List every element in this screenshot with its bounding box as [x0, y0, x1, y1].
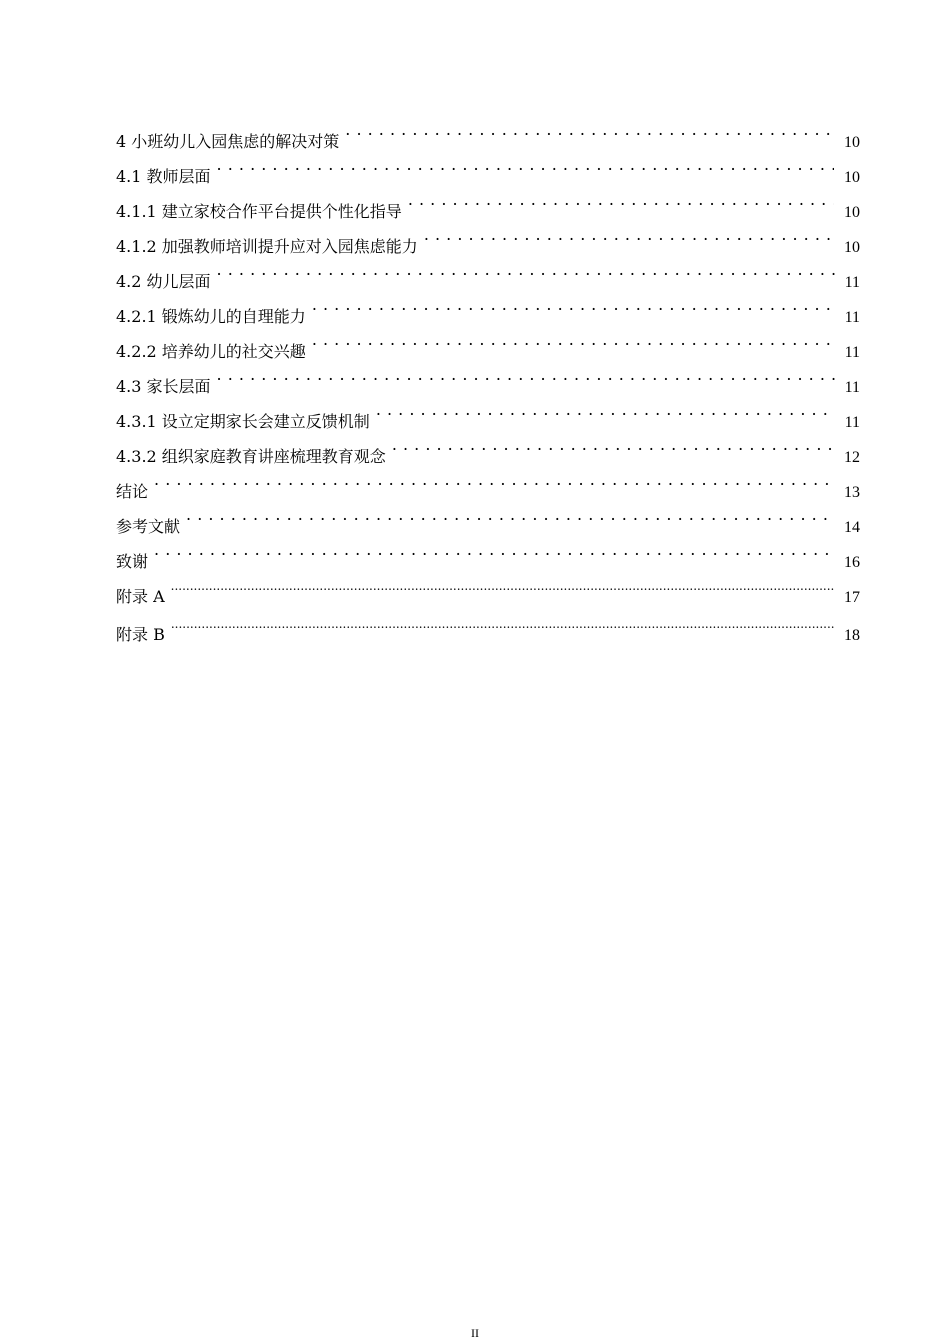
- toc-entry-label: 4.3 家长层面: [116, 377, 211, 396]
- toc-entry[interactable]: [116, 567, 860, 605]
- toc-entry-page: 18: [844, 627, 860, 644]
- toc-entry-label: 附录 A: [116, 587, 165, 606]
- toc-dot-leader: [154, 462, 834, 497]
- toc-dot-leader: [217, 147, 834, 182]
- toc-entry-label: 致谢: [116, 552, 149, 571]
- toc-entry-page: 11: [844, 344, 860, 361]
- toc-entry-label: 附录 B: [116, 625, 165, 644]
- toc-entry-page: 11: [844, 414, 860, 431]
- toc-entry[interactable]: [116, 392, 860, 431]
- toc-entry[interactable]: [116, 252, 860, 291]
- toc-entry-label: 4.3.2 组织家庭教育讲座梳理教育观念: [116, 447, 386, 466]
- toc-entry-label: 4.2.1 锻炼幼儿的自理能力: [116, 307, 306, 326]
- toc-dot-leader: [312, 322, 835, 357]
- toc-entry[interactable]: [116, 147, 860, 186]
- toc-entry[interactable]: [116, 605, 860, 643]
- toc-dot-leader: [217, 357, 835, 392]
- toc-dot-leader: [171, 605, 834, 640]
- toc-dot-leader: [312, 287, 835, 322]
- toc-dot-leader: [424, 217, 834, 252]
- toc-entry-label: 4.1.2 加强教师培训提升应对入园焦虑能力: [116, 237, 418, 256]
- toc-dot-leader: [217, 252, 835, 287]
- toc-entry-label: 结论: [116, 482, 149, 501]
- toc-entry-page: 11: [844, 309, 860, 326]
- toc-entry-label: 4.1.1 建立家校合作平台提供个性化指导: [116, 202, 402, 221]
- toc-entry-page: 11: [844, 379, 860, 396]
- toc-dot-leader: [392, 427, 834, 462]
- toc-entry-page: 13: [844, 484, 860, 501]
- toc-dot-leader: [171, 567, 834, 602]
- toc-entry-label: 4.3.1 设立定期家长会建立反馈机制: [116, 412, 370, 431]
- toc-entry-page: 11: [844, 274, 860, 291]
- toc-entry-page: 10: [844, 134, 860, 151]
- toc-dot-leader: [408, 182, 834, 217]
- toc-entry[interactable]: [116, 532, 860, 571]
- toc-entry[interactable]: [116, 182, 860, 221]
- toc-entry-label: 4.2 幼儿层面: [116, 272, 211, 291]
- toc-entry[interactable]: [116, 287, 860, 326]
- page-number: II: [471, 1326, 479, 1340]
- toc-entry[interactable]: [116, 462, 860, 501]
- table-of-contents: [116, 112, 860, 643]
- toc-entry-page: 10: [844, 204, 860, 221]
- toc-entry-label: 4 小班幼儿入园焦虑的解决对策: [116, 132, 340, 151]
- toc-dot-leader: [154, 532, 834, 567]
- toc-entry[interactable]: [116, 112, 860, 151]
- toc-entry[interactable]: [116, 357, 860, 396]
- toc-dot-leader: [345, 112, 834, 147]
- toc-dot-leader: [186, 497, 834, 532]
- toc-entry[interactable]: [116, 497, 860, 536]
- toc-entry-page: 17: [844, 589, 860, 606]
- toc-entry-label: 4.2.2 培养幼儿的社交兴趣: [116, 342, 306, 361]
- toc-entry-page: 16: [844, 554, 860, 571]
- toc-entry-page: 12: [844, 449, 860, 466]
- toc-dot-leader: [376, 392, 835, 427]
- toc-entry-page: 10: [844, 239, 860, 256]
- toc-entry-page: 10: [844, 169, 860, 186]
- toc-entry-page: 14: [844, 519, 860, 536]
- toc-entry-label: 参考文献: [116, 517, 181, 536]
- toc-entry-label: 4.1 教师层面: [116, 167, 211, 186]
